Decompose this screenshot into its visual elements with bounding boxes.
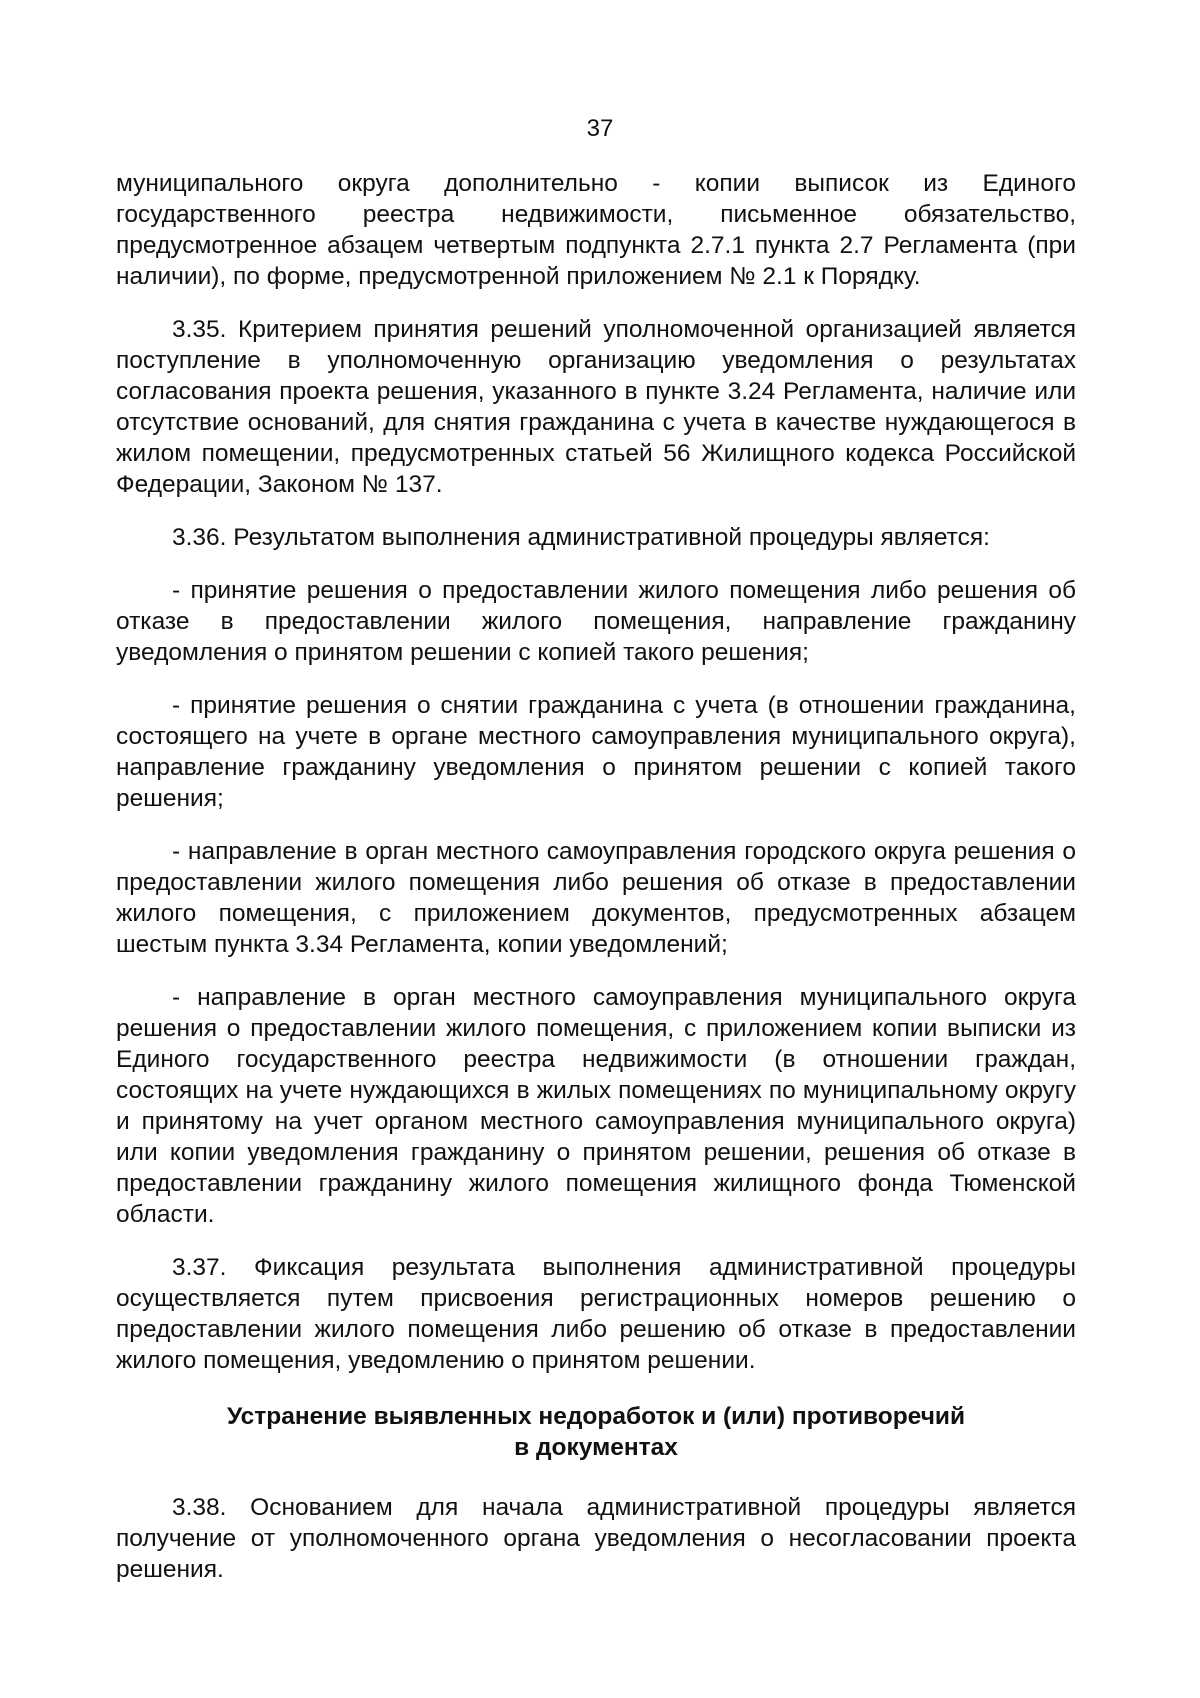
list-item-deregistration-decision: - принятие решения о снятии гражданина с учета (в отношении гражданина, состоящего на учете в органе местного самоуправления муниципального округа), направление гражданину уведомления о принятом решении с копией такого решения; bbox=[116, 692, 1076, 812]
document-body bbox=[116, 168, 1076, 1607]
paragraph-3-36: 3.36. Результатом выполнения административной процедуры является: bbox=[172, 524, 990, 551]
list-item-city-district-referral: - направление в орган местного самоуправления городского округа решения о предоставлении жилого помещения либо решения об отказе в предоставлении жилого помещения, с приложением документов, предусмотренных абзацем шестым пункта 3.34 Регламента, копии уведомлений; bbox=[116, 838, 1076, 958]
paragraph-3-35: 3.35. Критерием принятия решений уполномоченной организацией является поступление в уполномоченную организацию уведомления о результатах согласования проекта решения, указанного в пункте 3.24 Регламента, наличие или отсутствие оснований, для снятия гражданина с учета в качестве нуждающегося в жилом помещении, предусмотренных статьей 56 Жилищного кодекса Российской Федерации, Законом № 137. bbox=[116, 316, 1076, 498]
paragraph-continuation: муниципального округа дополнительно - копии выписок из Единого государственного реестра недвижимости, письменное обязательство, предусмотренное абзацем четвертым подпункта 2.7.1 пункта 2.7 Регламента (при наличии), по форме, предусмотренной приложением № 2.1 к Порядку. bbox=[116, 170, 1076, 290]
section-heading-line-1: Устранение выявленных недоработок и (или) противоречий bbox=[226, 1403, 966, 1430]
section-heading bbox=[116, 1401, 1076, 1463]
list-item-municipal-district-referral: - направление в орган местного самоуправления муниципального округа решения о предоставлении жилого помещения, с приложением копии выписки из Единого государственного реестра недвижимости (в отношении граждан, состоящих на учете нуждающихся в жилых помещениях по муниципальному округу и принятому на учет органом местного самоуправления муниципального округа) или копии уведомления гражданину о принятом решении, решения об отказе в предоставлении гражданину жилого помещения жилищного фонда Тюменской области. bbox=[116, 984, 1076, 1228]
section-heading-line-2: в документах bbox=[514, 1434, 678, 1461]
list-item-housing-decision: - принятие решения о предоставлении жилого помещения либо решения об отказе в предоставлении жилого помещения, направление гражданину уведомления о принятом решении с копией такого решения; bbox=[116, 577, 1076, 666]
paragraph-3-37: 3.37. Фиксация результата выполнения административной процедуры осуществляется путем присвоения регистрационных номеров решению о предоставлении жилого помещения либо решению об отказе в предоставлении жилого помещения, уведомлению о принятом решении. bbox=[116, 1254, 1076, 1374]
paragraph-3-38: 3.38. Основанием для начала административной процедуры является получение от уполномоченного органа уведомления о несогласовании проекта решения. bbox=[116, 1494, 1076, 1583]
page-number: 37 bbox=[586, 115, 614, 142]
